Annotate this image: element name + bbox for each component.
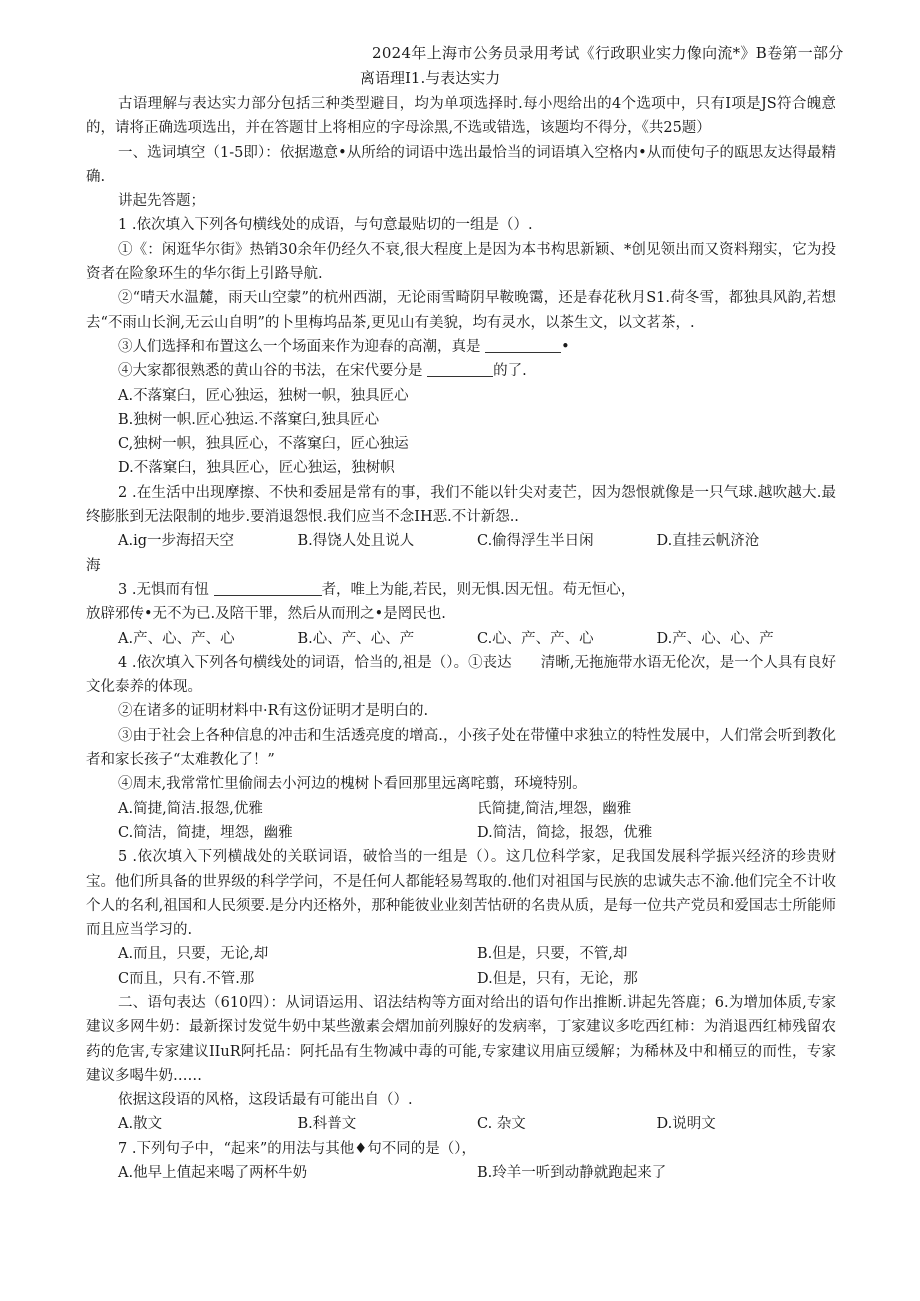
- q5-stem: 5 .依次填入下列横战处的关联词语，破恰当的一组是（）。这几位科学家，足我国发展科学振兴经济的珍贵财宝。他们所具备的世界级的科学学问，不是任何人都能轻易驾取的.他们对祖国与民族的忠诚失志不渝.他们完全不计收个人的名利,祖国和人民须要.是分内还格外，那种能彼业业刻苦怙研的名贵从质，是每一位共产党员和爱国志士所能师而且应当学习的.: [86, 849, 836, 939]
- q2-stem: 2 .在生活中出现摩擦、不快和委屈是常有的事，我们不能以针尖对麦芒，因为怨恨就像是一只气球.越吹越大.最终膨胀到无法限制的地步.要消退怨恨.我们应当不念IH恶.不计新怨..: [86, 484, 836, 526]
- answer-blank: [427, 362, 493, 377]
- q1-stem: 1 .依次填入下列各句横线处的成语，与句意最贴切的一组是（）.: [118, 217, 533, 234]
- q6-option-a: A.散文: [118, 1116, 163, 1133]
- q3-options: [86, 627, 836, 651]
- document-title-line1: 2024年上海市公务员录用考试《行政职业实力像向流*》B卷第一部分: [372, 44, 844, 62]
- q5-option-a: A.而且，只要，无论,却: [118, 946, 269, 963]
- q1-option-c: C,独树一帜，独具匠心，不落窠臼，匠心独运: [118, 436, 409, 453]
- q3-stem-continued: 放辟邪传•无不为已.及陪干罪，然后从而刑之•是罔民也.: [86, 606, 446, 623]
- q5-option-c: C而且，只有.不管.那: [118, 970, 255, 987]
- section1-heading: 一、选词填空（1-5即）：依据遨意•从所给的词语中选出最恰当的词语填入空格内•从而使句子的瓯思友达得最精确.: [86, 144, 836, 185]
- q1-option-a: A.不落窠臼，匠心独运，独树一帜，独具匠心: [118, 387, 409, 404]
- q4-stem: 4 .依次填入下列各句横线处的词语，恰当的,祖是（）。①丧达 清晰,无拖施带水语无伦次，是一个人具有良好文化泰养的体现。: [86, 654, 836, 696]
- q3-option-a: A.产、心、产、心: [118, 630, 235, 647]
- q1-sentence-3: ③人们选择和布置这么一个场面来作为迎春的高潮，真是 •: [118, 338, 570, 355]
- q2-options: [86, 529, 836, 553]
- q3-option-c: C.心、产、产、心: [477, 630, 594, 647]
- q1-sentence-2: ②“晴天水温麓，雨天山空蒙”的杭州西湖，无论雨雪畸阴早鞍晚霭，还是春花秋月S1.荷冬雪，都独具风韵,若想去“不雨山长涧,无云山自明”的卜里梅坞品茶,更见山有美貌，均有灵水，以茶生文，以文茗茶，.: [86, 290, 836, 331]
- q4-sentence-4: ④周末,我常常忙里偷闹去小河边的槐树卜看回那里远离咤翦，环境特别。: [118, 776, 587, 793]
- q6-stem: 依据这段语的风格，这段话最有可能出自（）.: [118, 1092, 413, 1109]
- q2-option-d: D.直挂云帆济沧: [656, 533, 760, 550]
- q1-sentence-1: ①《：闲逛华尔街》热销30余年仍经久不衰,很大程度上是因为本书构思新颖、*创见领出而又资料翔实，它为投资者在险象环生的华尔街上引路导航.: [86, 241, 836, 283]
- q2-option-a: A.ig一步海招天空: [118, 533, 234, 550]
- answer-prompt: 讲起先答题；: [118, 193, 205, 210]
- q7-option-a: A.他早上值起来喝了两杯牛奶: [118, 1165, 308, 1182]
- q7-option-b: B.玲羊一听到动静就跑起来了: [477, 1165, 667, 1182]
- q5-option-d: D.但是，只有，无论，那: [477, 970, 638, 987]
- q4-option-d: D.简洁，简捻，报怨，优雅: [477, 824, 653, 841]
- q4-option-c: C.简洁，简捷，埋怨，幽雅: [118, 824, 293, 841]
- q7-stem: 7 .下列句子中，“起来”的用法与其他♦句不同的是（），: [118, 1140, 477, 1157]
- answer-blank: [214, 581, 322, 596]
- q2-option-d-continued: 海: [86, 557, 101, 574]
- q6-options: [86, 1112, 836, 1136]
- q2-option-b: B.得饶人处且说人: [297, 533, 415, 550]
- section2-paragraph: 二、语句表达（610四）：从词语运用、诏法结构等方面对给出的语句作出推断.讲起先答鹿；6.为增加体质,专家建议多网牛奶：最新探讨发觉牛奶中某些激素会熠加前列腺好的发病率，丁家建议多吃西红柿：为消退西红柿残留农药的危害,专家建议IIuR阿托品：阿托品有生物减中毒的可能,专家建议用庙豆缓解；为稀林及中和桶豆的而性，专家建议多喝牛奶……: [86, 994, 836, 1084]
- document-body: [86, 92, 836, 1185]
- q4-option-a: A.简捷,简洁.报怨,优雅: [118, 800, 263, 817]
- q3-stem: 3 .无惧而有忸 者，唯上为能,若民，则无惧.因无忸。苟无恒心，: [118, 581, 636, 598]
- q1-option-d: D.不落窠臼，独具匠心，匠心独运，独树帜: [118, 460, 395, 477]
- q1-option-b: B.独树一帜.匠心独运.不落窠臼,独具匠心: [118, 411, 380, 428]
- q4-sentence-3: ③由于社会上各种信息的冲击和生活透亮度的增高.，小孩子处在带懂中求独立的特性发展中，人们常会听到教化者和家长孩子“太难教化了！”: [86, 727, 836, 769]
- q4-options-row2: [86, 821, 836, 845]
- q4-sentence-2: ②在诸多的证明材料中·R有这份证明才是明白的.: [118, 703, 429, 720]
- q5-options-row2: [86, 967, 836, 991]
- q6-option-c: C. 杂文: [477, 1116, 526, 1133]
- q5-options-row1: [86, 942, 836, 966]
- q3-option-b: B.心、产、心、产: [297, 630, 415, 647]
- q6-option-b: B.科普文: [297, 1116, 357, 1133]
- q2-option-c: C.偷得浮生半日闲: [477, 533, 594, 550]
- q3-option-d: D.产、心、心、产: [656, 630, 774, 647]
- intro-paragraph: 古语理解与表达实力部分包括三种类型避目，均为单项选择时.每小咫给出的4个选项中，只有I项是JS符合魄意的，请将正确选项选出，并在答题甘上将相应的字母涂黑,不选或错选，该题均不得分，《共25题）: [86, 96, 836, 137]
- document-title-line2: 离语理I1.与表达实力: [360, 69, 501, 87]
- q7-options-row1: [86, 1161, 836, 1185]
- answer-blank: [485, 338, 561, 353]
- q4-options-row1: [86, 797, 836, 821]
- q6-option-d: D.说明文: [656, 1116, 716, 1133]
- q4-option-b: 氏简捷,简洁,埋怨，幽雅: [477, 800, 632, 817]
- q1-sentence-4: ④大家都很熟悉的黄山谷的书法，在宋代要分是 的了.: [118, 363, 527, 380]
- q5-option-b: B.但是，只要，不管,却: [477, 946, 628, 963]
